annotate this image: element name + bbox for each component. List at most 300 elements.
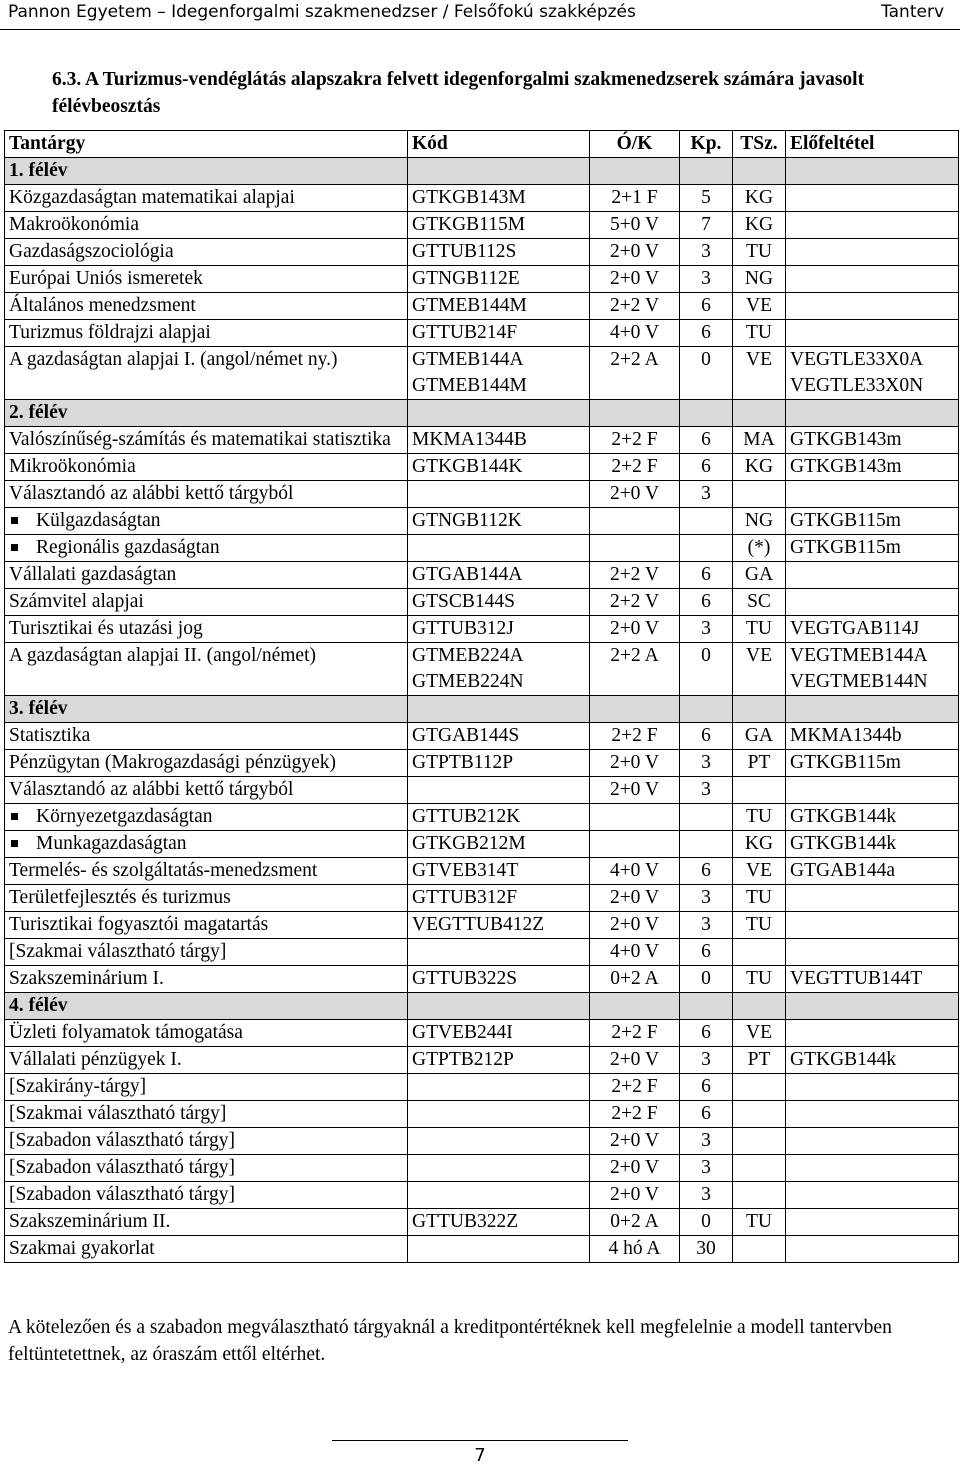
course-hours: 4+0 V: [590, 939, 680, 966]
course-credits: 6: [680, 320, 733, 347]
course-name: [5, 1155, 408, 1182]
course-row: [5, 831, 959, 858]
course-name: [5, 508, 408, 535]
course-name-text: Általános menedzsment: [9, 295, 196, 316]
course-dept: PT: [733, 1047, 786, 1074]
column-header-hours: Ó/K: [590, 131, 680, 158]
course-name: [5, 858, 408, 885]
course-prereq: [786, 777, 959, 804]
header-divider: [0, 29, 960, 30]
course-name: [5, 1101, 408, 1128]
course-name: [5, 1074, 408, 1101]
course-name: [5, 831, 408, 858]
course-hours: [590, 508, 680, 535]
course-row: [5, 1155, 959, 1182]
course-name: [5, 212, 408, 239]
course-name-text: Szakszeminárium II.: [9, 1211, 171, 1232]
course-name: [5, 266, 408, 293]
course-name: [5, 1236, 408, 1263]
semester-empty-cell: [680, 993, 733, 1020]
course-dept: TU: [733, 804, 786, 831]
course-code: [408, 1236, 590, 1263]
course-name: [5, 966, 408, 993]
course-name-text: [Szakirány-tárgy]: [9, 1076, 147, 1097]
course-name: [5, 1128, 408, 1155]
course-prereq: [786, 1020, 959, 1047]
course-name: [5, 1047, 408, 1074]
course-hours: 2+0 V: [590, 885, 680, 912]
course-dept: GA: [733, 723, 786, 750]
course-dept: [733, 1236, 786, 1263]
course-name-text: Vállalati pénzügyek I.: [9, 1049, 182, 1070]
course-prereq-line: VEGTLE33X0A: [790, 349, 924, 370]
course-row: [5, 212, 959, 239]
course-name: [5, 185, 408, 212]
course-credits: 7: [680, 212, 733, 239]
course-code: GTTUB312J: [408, 616, 590, 643]
course-hours: 2+1 F: [590, 185, 680, 212]
course-row: [5, 589, 959, 616]
course-credits: 6: [680, 454, 733, 481]
semester-empty-cell: [408, 158, 590, 185]
course-dept: [733, 1155, 786, 1182]
course-name: [5, 1182, 408, 1209]
course-hours: 2+0 V: [590, 1047, 680, 1074]
course-hours: 2+0 V: [590, 239, 680, 266]
course-prereq: GTKGB143m: [786, 427, 959, 454]
course-dept: PT: [733, 750, 786, 777]
course-name-text: Közgazdaságtan matematikai alapjai: [9, 187, 295, 208]
semester-empty-cell: [786, 400, 959, 427]
course-credits: 3: [680, 912, 733, 939]
course-credits: 6: [680, 1074, 733, 1101]
course-name: [5, 643, 408, 696]
semester-row: [5, 158, 959, 185]
course-dept: GA: [733, 562, 786, 589]
course-prereq: GTKGB115m: [786, 750, 959, 777]
course-code: [408, 1128, 590, 1155]
course-name: [5, 912, 408, 939]
course-code: [408, 1182, 590, 1209]
course-prereq: [786, 1074, 959, 1101]
course-credits: 3: [680, 616, 733, 643]
course-dept: TU: [733, 616, 786, 643]
course-name-text: Üzleti folyamatok támogatása: [9, 1022, 243, 1043]
column-header-credits: Kp.: [680, 131, 733, 158]
course-prereq-line: VEGTMEB144A: [790, 645, 928, 666]
course-name-text: Valószínűség-számítás és matematikai statisztika: [9, 429, 391, 450]
course-prereq: [786, 239, 959, 266]
semester-empty-cell: [590, 993, 680, 1020]
course-code: GTTUB112S: [408, 239, 590, 266]
course-hours: 2+0 V: [590, 1155, 680, 1182]
course-hours: 2+2 F: [590, 1074, 680, 1101]
course-row: [5, 266, 959, 293]
course-prereq: [786, 266, 959, 293]
course-prereq-line: VEGTMEB144N: [790, 671, 928, 692]
course-code: GTGAB144A: [408, 562, 590, 589]
course-name-text: Makroökonómia: [9, 214, 139, 235]
course-prereq: [786, 1182, 959, 1209]
course-row: [5, 912, 959, 939]
course-prereq: [786, 1209, 959, 1236]
course-dept: [733, 1101, 786, 1128]
course-row: [5, 723, 959, 750]
course-name: [5, 454, 408, 481]
course-prereq: [786, 939, 959, 966]
course-code: [408, 1155, 590, 1182]
header-title: Pannon Egyetem – Idegenforgalmi szakmenedzser / Felsőfokú szakképzés: [8, 2, 636, 22]
course-dept: VE: [733, 293, 786, 320]
semester-empty-cell: [680, 696, 733, 723]
course-hours: 2+2 V: [590, 589, 680, 616]
course-prereq: [786, 347, 959, 400]
course-dept: [733, 1128, 786, 1155]
course-hours: 2+2 V: [590, 293, 680, 320]
column-header-prereq: Előfeltétel: [786, 131, 959, 158]
course-name: [5, 939, 408, 966]
course-dept: NG: [733, 508, 786, 535]
course-dept: VE: [733, 643, 786, 696]
course-name: [5, 885, 408, 912]
header-right-label: Tanterv: [881, 2, 944, 22]
course-name-text: [Szabadon választható tárgy]: [9, 1184, 235, 1205]
semester-empty-cell: [590, 400, 680, 427]
course-code: [408, 777, 590, 804]
course-name: [5, 589, 408, 616]
course-name-text: [Szabadon választható tárgy]: [9, 1157, 235, 1178]
course-row: [5, 939, 959, 966]
semester-row: [5, 400, 959, 427]
bullet-icon: [11, 840, 18, 847]
course-credits: 3: [680, 239, 733, 266]
course-name-text: Turisztikai és utazási jog: [9, 618, 203, 639]
course-row: [5, 885, 959, 912]
course-credits: 3: [680, 1155, 733, 1182]
course-name-text: Szakmai gyakorlat: [9, 1238, 155, 1259]
table-header-row: [5, 131, 959, 158]
course-credits: 6: [680, 562, 733, 589]
course-credits: 3: [680, 1128, 733, 1155]
course-row: [5, 1182, 959, 1209]
course-name-text: [Szakmai választható tárgy]: [9, 1103, 227, 1124]
course-credits: 3: [680, 750, 733, 777]
course-name-text: Munkagazdaságtan: [36, 833, 187, 854]
course-hours: 4+0 V: [590, 320, 680, 347]
course-code: [408, 1101, 590, 1128]
course-prereq: GTKGB143m: [786, 454, 959, 481]
course-row: [5, 535, 959, 562]
course-hours: 0+2 A: [590, 1209, 680, 1236]
course-row: [5, 1047, 959, 1074]
course-row: [5, 427, 959, 454]
course-name-text: Turizmus földrajzi alapjai: [9, 322, 211, 343]
course-name-text: [Szakmai választható tárgy]: [9, 941, 227, 962]
course-hours: 2+2 F: [590, 1101, 680, 1128]
course-dept: TU: [733, 320, 786, 347]
course-code: GTKGB144K: [408, 454, 590, 481]
course-hours: 4+0 V: [590, 858, 680, 885]
course-row: [5, 750, 959, 777]
course-code: GTTUB312F: [408, 885, 590, 912]
course-code: GTNGB112E: [408, 266, 590, 293]
course-credits: [680, 804, 733, 831]
semester-row: [5, 993, 959, 1020]
course-prereq: [786, 562, 959, 589]
semester-empty-cell: [408, 993, 590, 1020]
column-header-code: Kód: [408, 131, 590, 158]
course-name: [5, 347, 408, 400]
course-row: [5, 562, 959, 589]
course-row: [5, 481, 959, 508]
course-row: [5, 508, 959, 535]
course-hours: 4 hó A: [590, 1236, 680, 1263]
course-hours: 2+2 F: [590, 454, 680, 481]
course-dept: KG: [733, 212, 786, 239]
course-row: [5, 1236, 959, 1263]
course-row: [5, 347, 959, 400]
course-prereq: [786, 185, 959, 212]
course-credits: 6: [680, 293, 733, 320]
course-credits: 6: [680, 1101, 733, 1128]
course-name-text: Statisztika: [9, 725, 91, 746]
course-code: GTPTB212P: [408, 1047, 590, 1074]
course-code: GTTUB322S: [408, 966, 590, 993]
course-prereq: GTKGB144k: [786, 831, 959, 858]
course-prereq: [786, 885, 959, 912]
course-code: MKMA1344B: [408, 427, 590, 454]
course-dept: KG: [733, 454, 786, 481]
course-dept: [733, 1074, 786, 1101]
course-dept: [733, 1182, 786, 1209]
course-code: GTNGB112K: [408, 508, 590, 535]
course-prereq: [786, 1155, 959, 1182]
semester-row: [5, 696, 959, 723]
course-row: [5, 293, 959, 320]
semester-empty-cell: [680, 158, 733, 185]
course-prereq: GTKGB115m: [786, 508, 959, 535]
course-code: GTTUB322Z: [408, 1209, 590, 1236]
course-name: [5, 777, 408, 804]
course-hours: 2+0 V: [590, 912, 680, 939]
course-dept: KG: [733, 185, 786, 212]
course-dept: [733, 481, 786, 508]
course-prereq: [786, 293, 959, 320]
course-row: [5, 643, 959, 696]
course-row: [5, 777, 959, 804]
course-dept: [733, 777, 786, 804]
course-name-text: Vállalati gazdaságtan: [9, 564, 177, 585]
course-name-text: Turisztikai fogyasztói magatartás: [9, 914, 269, 935]
course-code: GTKGB143M: [408, 185, 590, 212]
course-row: [5, 804, 959, 831]
course-hours: 2+2 A: [590, 347, 680, 400]
semester-label: 3. félév: [5, 696, 408, 723]
course-prereq: GTGAB144a: [786, 858, 959, 885]
course-name: [5, 481, 408, 508]
course-name-text: Regionális gazdaságtan: [36, 537, 220, 558]
course-credits: 0: [680, 966, 733, 993]
course-dept: NG: [733, 266, 786, 293]
course-code: GTVEB314T: [408, 858, 590, 885]
course-name: [5, 616, 408, 643]
curriculum-table: [4, 130, 959, 1263]
course-hours: 2+0 V: [590, 266, 680, 293]
course-credits: 3: [680, 885, 733, 912]
course-code: [408, 939, 590, 966]
course-name-text: Európai Uniós ismeretek: [9, 268, 203, 289]
course-hours: 2+0 V: [590, 1128, 680, 1155]
course-code-line: GTMEB144M: [412, 375, 527, 396]
course-name-text: A gazdaságtan alapjai I. (angol/német ny.): [9, 349, 338, 370]
course-dept: TU: [733, 239, 786, 266]
course-credits: 3: [680, 481, 733, 508]
course-row: [5, 1128, 959, 1155]
course-hours: [590, 804, 680, 831]
course-code: GTTUB214F: [408, 320, 590, 347]
course-prereq: GTKGB115m: [786, 535, 959, 562]
course-prereq: [786, 589, 959, 616]
course-prereq: GTKGB144k: [786, 1047, 959, 1074]
course-prereq: [786, 643, 959, 696]
course-code: GTTUB212K: [408, 804, 590, 831]
course-name: [5, 1209, 408, 1236]
course-name-text: Termelés- és szolgáltatás-menedzsment: [9, 860, 318, 881]
course-code-line: GTMEB144A: [412, 349, 524, 370]
course-hours: 5+0 V: [590, 212, 680, 239]
footer-divider: [332, 1440, 628, 1441]
course-hours: 2+2 F: [590, 1020, 680, 1047]
course-credits: 5: [680, 185, 733, 212]
bullet-icon: [11, 517, 18, 524]
course-row: [5, 966, 959, 993]
course-name: [5, 1020, 408, 1047]
course-name-text: [Szabadon választható tárgy]: [9, 1130, 235, 1151]
bullet-icon: [11, 813, 18, 820]
course-prereq: VEGTGAB114J: [786, 616, 959, 643]
course-credits: 30: [680, 1236, 733, 1263]
course-hours: [590, 535, 680, 562]
course-hours: 2+2 F: [590, 723, 680, 750]
course-name-text: Választandó az alábbi kettő tárgyból: [9, 779, 294, 800]
course-name-text: A gazdaságtan alapjai II. (angol/német): [9, 645, 316, 666]
course-name: [5, 804, 408, 831]
course-prereq-line: VEGTLE33X0N: [790, 375, 924, 396]
course-code: GTSCB144S: [408, 589, 590, 616]
course-prereq: [786, 320, 959, 347]
semester-empty-cell: [680, 400, 733, 427]
course-dept: VE: [733, 858, 786, 885]
course-row: [5, 1209, 959, 1236]
course-code: GTVEB244I: [408, 1020, 590, 1047]
course-hours: 2+0 V: [590, 481, 680, 508]
course-hours: 2+2 V: [590, 562, 680, 589]
semester-label: 2. félév: [5, 400, 408, 427]
course-credits: 0: [680, 643, 733, 696]
course-name: [5, 427, 408, 454]
course-name-text: Gazdaságszociológia: [9, 241, 174, 262]
course-dept: TU: [733, 966, 786, 993]
semester-empty-cell: [733, 158, 786, 185]
course-dept: TU: [733, 1209, 786, 1236]
course-row: [5, 454, 959, 481]
course-hours: 2+0 V: [590, 777, 680, 804]
course-code: GTGAB144S: [408, 723, 590, 750]
semester-empty-cell: [408, 400, 590, 427]
course-row: [5, 239, 959, 266]
course-credits: 3: [680, 777, 733, 804]
course-hours: 2+0 V: [590, 616, 680, 643]
semester-empty-cell: [733, 696, 786, 723]
course-prereq: [786, 1128, 959, 1155]
semester-empty-cell: [590, 696, 680, 723]
semester-empty-cell: [733, 993, 786, 1020]
course-dept: VE: [733, 347, 786, 400]
course-name: [5, 320, 408, 347]
course-prereq: [786, 1101, 959, 1128]
course-code: VEGTTUB412Z: [408, 912, 590, 939]
semester-empty-cell: [408, 696, 590, 723]
course-credits: 6: [680, 939, 733, 966]
course-code-line: GTMEB224A: [412, 645, 524, 666]
course-credits: [680, 508, 733, 535]
course-prereq: [786, 481, 959, 508]
course-hours: 2+2 F: [590, 427, 680, 454]
course-hours: 0+2 A: [590, 966, 680, 993]
course-row: [5, 320, 959, 347]
course-prereq: [786, 212, 959, 239]
course-code: [408, 535, 590, 562]
semester-label: 4. félév: [5, 993, 408, 1020]
page-number: 7: [474, 1445, 486, 1466]
course-name-text: Számvitel alapjai: [9, 591, 144, 612]
course-code: GTKGB212M: [408, 831, 590, 858]
course-name-text: Szakszeminárium I.: [9, 968, 164, 989]
semester-empty-cell: [786, 696, 959, 723]
course-hours: 2+0 V: [590, 1182, 680, 1209]
course-dept: TU: [733, 885, 786, 912]
semester-empty-cell: [786, 158, 959, 185]
course-hours: 2+0 V: [590, 750, 680, 777]
course-credits: 3: [680, 1182, 733, 1209]
course-name: [5, 293, 408, 320]
course-name-text: Külgazdaságtan: [36, 510, 161, 531]
course-name: [5, 562, 408, 589]
course-code: [408, 1074, 590, 1101]
semester-empty-cell: [786, 993, 959, 1020]
course-credits: 0: [680, 1209, 733, 1236]
course-dept: TU: [733, 912, 786, 939]
course-credits: 6: [680, 589, 733, 616]
page-header: [0, 0, 960, 30]
course-credits: 6: [680, 723, 733, 750]
course-code: [408, 643, 590, 696]
course-credits: 0: [680, 347, 733, 400]
course-name-text: Választandó az alábbi kettő tárgyból: [9, 483, 294, 504]
course-code: GTKGB115M: [408, 212, 590, 239]
column-header-dept: TSz.: [733, 131, 786, 158]
course-credits: [680, 831, 733, 858]
course-credits: 6: [680, 1020, 733, 1047]
course-row: [5, 616, 959, 643]
course-code: [408, 347, 590, 400]
course-name: [5, 723, 408, 750]
semester-empty-cell: [590, 158, 680, 185]
footnote: A kötelezően és a szabadon megválasztható tárgyaknál a kreditpontértéknek kell megfelelnie a modell tantervben feltüntetettnek, az óraszám ettől eltérhet.: [8, 1317, 892, 1365]
course-code: GTPTB112P: [408, 750, 590, 777]
course-row: [5, 1074, 959, 1101]
course-name-text: Pénzügytan (Makrogazdasági pénzügyek): [9, 752, 337, 773]
